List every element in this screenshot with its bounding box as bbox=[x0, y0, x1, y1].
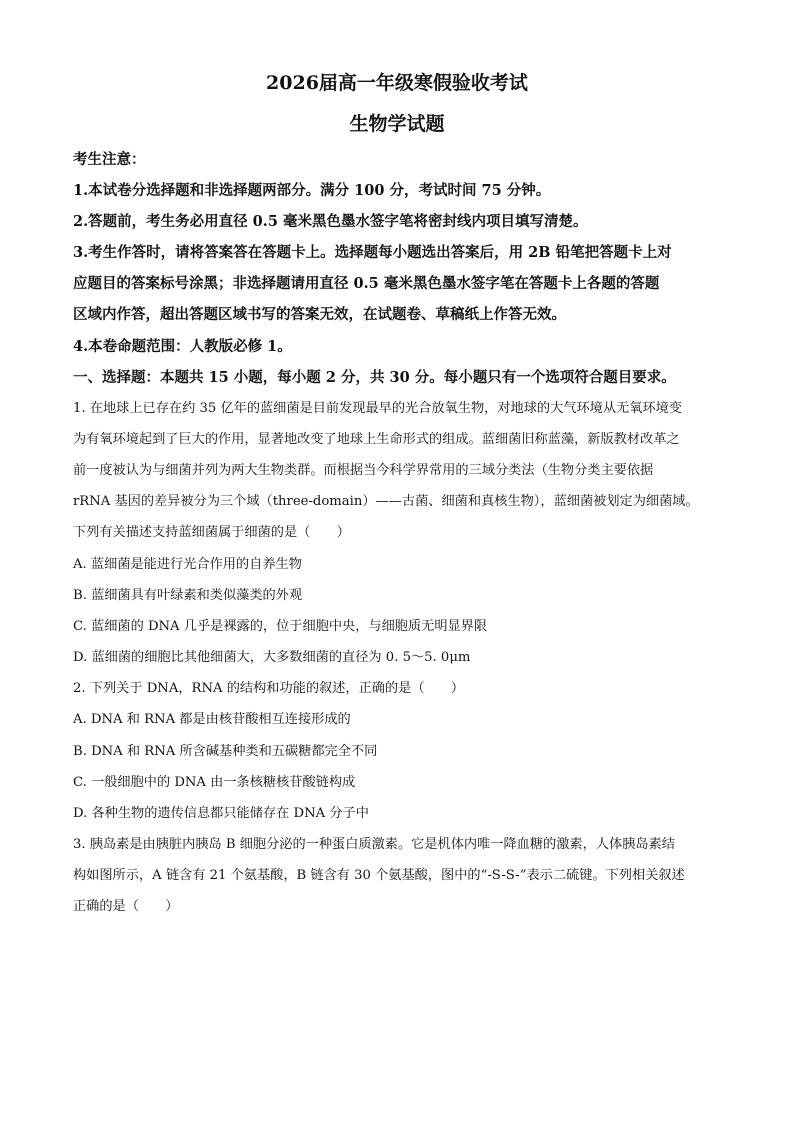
question-2-option-d: D. 各种生物的遗传信息都只能储存在 DNA 分子中 bbox=[73, 806, 369, 821]
question-2-stem: 2. 下列关于 DNA，RNA 的结构和功能的叙述，正确的是（ ） bbox=[73, 681, 465, 696]
notice-item-2: 2.答题前，考生务必用直径 0.5 毫米黑色墨水签字笔将密封线内项目填写清楚。 bbox=[73, 213, 588, 230]
question-1-stem-line-4: rRNA 基因的差异被分为三个域（three-domain）——古菌、细菌和真核生物），蓝细菌被划定为细菌域。 bbox=[73, 494, 699, 509]
question-3-stem-line-1: 3. 胰岛素是由胰脏内胰岛 B 细胞分泌的一种蛋白质激素。它是机体内唯一降血糖的激素，人体胰岛素结 bbox=[73, 837, 675, 852]
notice-item-1: 1.本试卷分选择题和非选择题两部分。满分 100 分，考试时间 75 分钟。 bbox=[73, 182, 551, 199]
notice-item-3-cont: 应题目的答案标号涂黑；非选择题请用直径 0.5 毫米黑色墨水签字笔在答题卡上各题的答题 bbox=[73, 275, 660, 292]
question-3-stem-line-2: 构如图所示，A 链含有 21 个氨基酸，B 链含有 30 个氨基酸，图中的“-S-S-”表示二硫键。下列相关叙述 bbox=[73, 868, 685, 883]
question-1-option-d: D. 蓝细菌的细胞比其他细菌大，大多数细菌的直径为 0. 5～5. 0μm bbox=[73, 650, 471, 665]
question-1-option-a: A. 蓝细菌是能进行光合作用的自养生物 bbox=[73, 557, 302, 572]
question-1-option-c: C. 蓝细菌的 DNA 几乎是裸露的，位于细胞中央，与细胞质无明显界限 bbox=[73, 619, 488, 634]
question-1-stem-line-5: 下列有关描述支持蓝细菌属于细菌的是（ ） bbox=[73, 525, 350, 540]
notice-item-4: 4.本卷命题范围：人教版必修 1。 bbox=[73, 338, 292, 355]
question-2-option-b: B. DNA 和 RNA 所含碱基种类和五碳糖都完全不同 bbox=[73, 744, 378, 759]
question-1-stem-line-1: 1. 在地球上已存在约 35 亿年的蓝细菌是目前发现最早的光合放氧生物，对地球的大气环境从无氧环境变 bbox=[73, 401, 682, 416]
notice-item-3: 3.考生作答时，请将答案答在答题卡上。选择题每小题选出答案后，用 2B 铅笔把答题卡上对 bbox=[73, 244, 672, 261]
question-2-option-c: C. 一般细胞中的 DNA 由一条核糖核苷酸链构成 bbox=[73, 775, 356, 790]
exam-subject: 生物学试题 bbox=[349, 113, 445, 135]
section-heading: 一、选择题：本题共 15 小题，每小题 2 分，共 30 分。每小题只有一个选项符合题目要求。 bbox=[73, 369, 676, 386]
question-1-stem-line-3: 前一度被认为与细菌并列为两大生物类群。而根据当今科学界常用的三域分类法（生物分类主要依据 bbox=[73, 463, 654, 478]
question-3-stem-line-3: 正确的是（ ） bbox=[73, 899, 179, 914]
question-1-stem-line-2: 为有氧环境起到了巨大的作用，显著地改变了地球上生命形式的组成。蓝细菌旧称蓝藻，新版教材改革之 bbox=[73, 432, 680, 447]
exam-title: 2026届高一年级寒假验收考试 bbox=[266, 72, 528, 94]
notice-item-3-cont2: 区域内作答，超出答题区域书写的答案无效，在试题卷、草稿纸上作答无效。 bbox=[73, 306, 566, 323]
question-1-option-b: B. 蓝细菌具有叶绿素和类似藻类的外观 bbox=[73, 588, 303, 603]
notice-heading: 考生注意： bbox=[73, 151, 146, 168]
question-2-option-a: A. DNA 和 RNA 都是由核苷酸相互连接形成的 bbox=[73, 712, 351, 727]
